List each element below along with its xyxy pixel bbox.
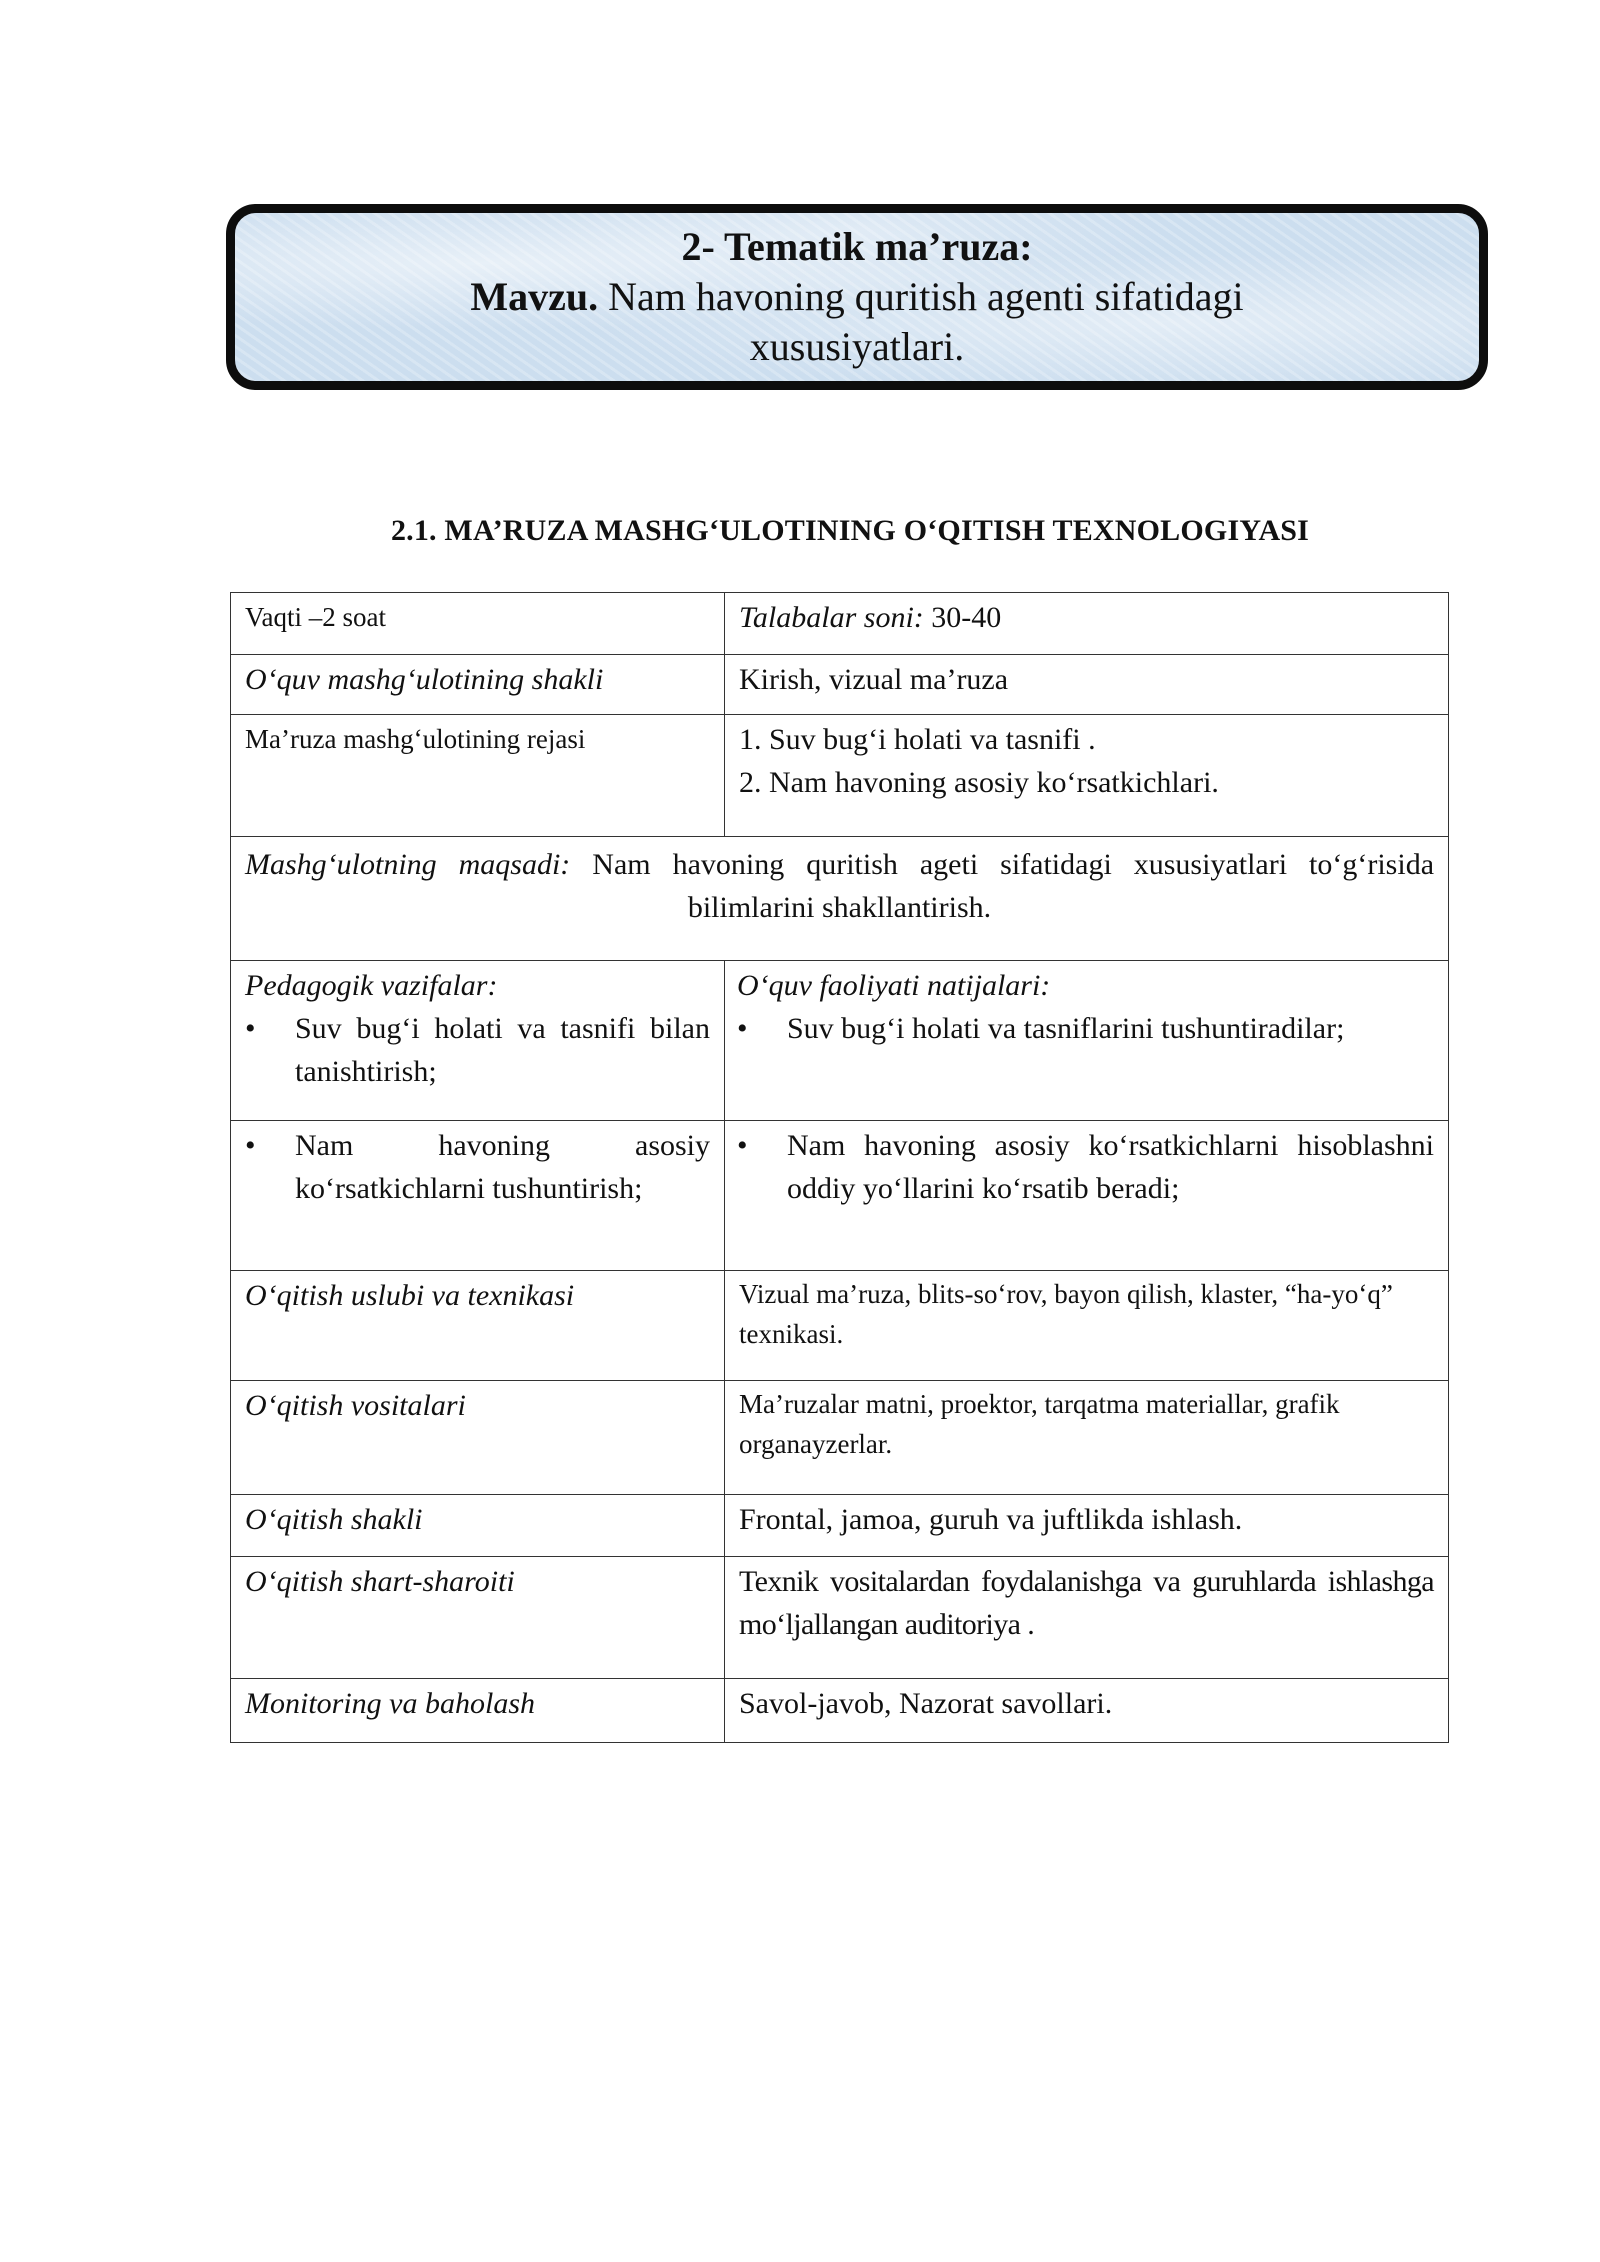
learning-results-label: O‘quv faoliyati natijalari: (737, 969, 1051, 1002)
goal-cell (231, 837, 1449, 961)
form-label-cell: O‘quv mashg‘ulotining shakli (231, 655, 725, 715)
plan-item: 2. Nam havoning asosiy ko‘rsatkichlari. (739, 766, 1219, 799)
table-row-monitoring (231, 1679, 1449, 1743)
tools-value-cell: Ma’ruzalar matni, proektor, tarqatma materiallar, grafik organayzerlar. (725, 1381, 1449, 1495)
plan-value-cell (725, 715, 1449, 837)
conditions-label-cell: O‘qitish shart-sharoiti (231, 1557, 725, 1679)
table-row-methods (231, 1271, 1449, 1381)
tools-label-cell: O‘qitish vositalari (231, 1381, 725, 1495)
list-item: • Suv bug‘i holati va tasniflarini tushuntiradilar; (737, 1007, 1434, 1050)
conditions-value-cell: Texnik vositalardan foydalanishga va guruhlarda ishlashga mo‘ljallangan auditoriya . (725, 1557, 1449, 1679)
learning-results-list-2 (737, 1124, 1434, 1210)
time-cell: Vaqti –2 soat (231, 593, 725, 655)
table-row-form (231, 655, 1449, 715)
table-row-tasks-2 (231, 1121, 1449, 1271)
table-row-tasks-1 (231, 961, 1449, 1121)
lecture-topic (427, 272, 1287, 372)
topic-label: Mavzu. (470, 274, 599, 319)
methods-value-cell: Vizual ma’ruza, blits-so‘rov, bayon qilish, klaster, “ha-yo‘q” texnikasi. (725, 1271, 1449, 1381)
teaching-form-label-cell: O‘qitish shakli (231, 1495, 725, 1557)
learning-results-cell-2 (725, 1121, 1449, 1271)
table-row-plan (231, 715, 1449, 837)
lecture-title-box (226, 204, 1488, 390)
list-item: • Nam havoning asosiy ko‘rsatkichlarni tushuntirish; (245, 1124, 710, 1210)
goal-text: Nam havoning quritish ageti sifatidagi xususiyatlari to‘g‘risida bilimlarini shakllantirish. (592, 848, 1435, 924)
lecture-number-title: 2- Tematik ma’ruza: (681, 224, 1033, 269)
plan-label-cell: Ma’ruza mashg‘ulotining rejasi (231, 715, 725, 837)
learning-results-list (737, 1007, 1434, 1050)
pedagogical-tasks-cell-2 (231, 1121, 725, 1271)
students-value: 30-40 (931, 601, 1002, 634)
table-row-teaching-form (231, 1495, 1449, 1557)
monitoring-label-cell: Monitoring va baholash (231, 1679, 725, 1743)
monitoring-value-cell: Savol-javob, Nazorat savollari. (725, 1679, 1449, 1743)
section-heading: 2.1. MA’RUZA MASHG‘ULOTINING O‘QITISH TEXNOLOGIYASI (390, 514, 1310, 547)
goal-label: Mashg‘ulotning maqsadi: (245, 848, 571, 881)
list-item: • Nam havoning asosiy ko‘rsatkichlarni hisoblashni oddiy yo‘llarini ko‘rsatib beradi; (737, 1124, 1434, 1210)
form-value-cell: Kirish, vizual ma’ruza (725, 655, 1449, 715)
table-row-tools (231, 1381, 1449, 1495)
table-row-time (231, 593, 1449, 655)
technology-table (230, 592, 1449, 1743)
learning-results-cell (725, 961, 1449, 1121)
table-row-goal (231, 837, 1449, 961)
topic-text: Nam havoning quritish agenti sifatidagi xususiyatlari. (608, 274, 1244, 369)
pedagogical-tasks-cell (231, 961, 725, 1121)
teaching-form-value-cell: Frontal, jamoa, guruh va juftlikda ishlash. (725, 1495, 1449, 1557)
plan-item: 1. Suv bug‘i holati va tasnifi . (739, 723, 1096, 756)
pedagogical-tasks-label: Pedagogik vazifalar: (245, 969, 498, 1002)
pedagogical-tasks-list-2 (245, 1124, 710, 1210)
table-row-conditions (231, 1557, 1449, 1679)
list-item: • Suv bug‘i holati va tasnifi bilan tanishtirish; (245, 1007, 710, 1093)
students-label: Talabalar soni: (739, 601, 924, 634)
pedagogical-tasks-list (245, 1007, 710, 1093)
methods-label-cell: O‘qitish uslubi va texnikasi (231, 1271, 725, 1381)
students-cell (725, 593, 1449, 655)
